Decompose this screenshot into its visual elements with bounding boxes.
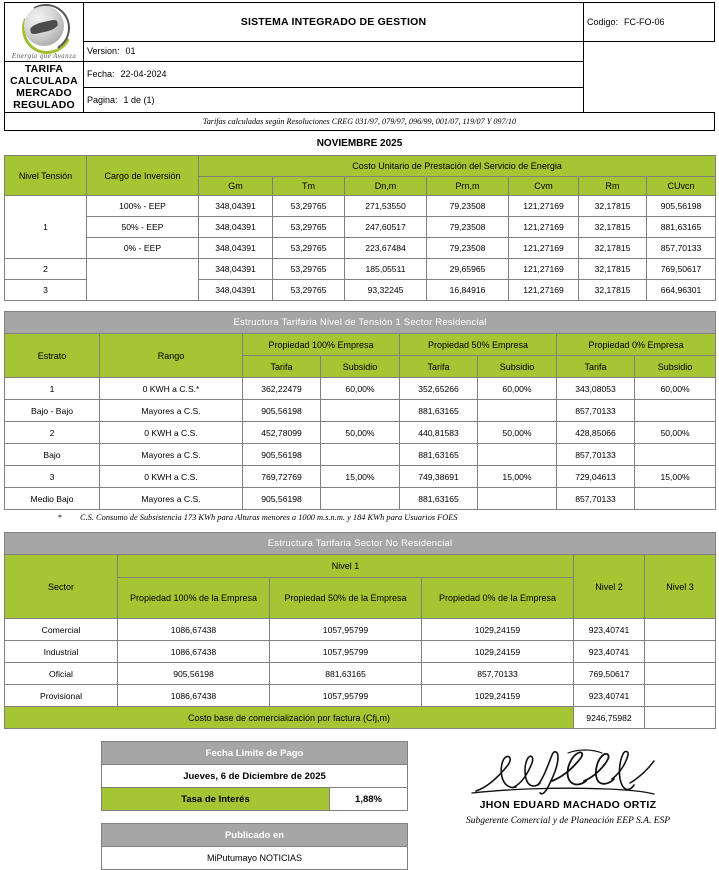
t1-r0-cargo: 100% - EEP bbox=[87, 196, 199, 217]
t1-subheader-rm: Rm bbox=[579, 177, 647, 196]
t1-r1-c5: 32,17815 bbox=[579, 217, 647, 238]
t3-r0-n2: 923,40741 bbox=[574, 619, 645, 641]
t3-r0-p0: 1029,24159 bbox=[422, 619, 574, 641]
t2-r0-t100: 362,22479 bbox=[243, 378, 321, 400]
t3-r2-n2: 769,50617 bbox=[574, 663, 645, 685]
spacer-3 bbox=[101, 811, 411, 823]
t2-banner: Estructura Tarifaria Nivel de Tensión 1 Sector Residencial bbox=[5, 312, 716, 334]
handwritten-signature-icon bbox=[448, 747, 688, 799]
t1-r4-nivel: 3 bbox=[5, 280, 87, 301]
t1-subheader-gm: Gm bbox=[199, 177, 273, 196]
document-footer bbox=[4, 741, 715, 870]
t1-r0-c4: 121,27169 bbox=[509, 196, 579, 217]
t2-r4-t100: 769,72769 bbox=[243, 466, 321, 488]
document-header bbox=[4, 2, 715, 131]
t1-r0-c2: 271,53550 bbox=[345, 196, 427, 217]
published-value: MiPutumayo NOTICIAS bbox=[102, 847, 408, 870]
header-meta-codigo-value: FC-FO-06 bbox=[624, 16, 665, 27]
t3-r0-n3 bbox=[645, 619, 716, 641]
t1-r3-c5: 32,17815 bbox=[579, 259, 647, 280]
t2-r5-t50: 881,63165 bbox=[400, 488, 478, 510]
interest-rate-label: Tasa de Interés bbox=[102, 788, 330, 811]
t2-sub-tarifa-0: Tarifa bbox=[557, 356, 635, 378]
table-row bbox=[5, 641, 716, 663]
t2-group-0: Propiedad 0% Empresa bbox=[557, 334, 716, 356]
t2-sub-tarifa-50: Tarifa bbox=[400, 356, 478, 378]
t2-r3-s0 bbox=[635, 444, 716, 466]
table-estructura-no-residencial bbox=[4, 532, 716, 729]
t3-sub-p50: Propiedad 50% de la Empresa bbox=[270, 578, 422, 619]
t1-r1-c3: 79,23508 bbox=[427, 217, 509, 238]
t1-r0-c1: 53,29765 bbox=[273, 196, 345, 217]
t2-r4-estrato: 3 bbox=[5, 466, 100, 488]
t2-r1-s50 bbox=[478, 400, 557, 422]
t3-r3-n3 bbox=[645, 685, 716, 707]
t1-r4-c3: 16,84916 bbox=[427, 280, 509, 301]
t2-r4-s0: 15,00% bbox=[635, 466, 716, 488]
t1-r1-c0: 348,04391 bbox=[199, 217, 273, 238]
table-row bbox=[5, 400, 716, 422]
payment-block bbox=[101, 741, 411, 870]
published-banner: Publicado en bbox=[102, 824, 408, 847]
table-row bbox=[5, 619, 716, 641]
t2-r5-estrato: Medio Bajo bbox=[5, 488, 100, 510]
t1-r2-c2: 223,67484 bbox=[345, 238, 427, 259]
t3-col-sector: Sector bbox=[5, 555, 118, 619]
table-row bbox=[5, 466, 716, 488]
t2-sub-subsidio-0: Subsidio bbox=[635, 356, 716, 378]
t2-r5-s50 bbox=[478, 488, 557, 510]
t2-r1-rango: Mayores a C.S. bbox=[100, 400, 243, 422]
t2-sub-subsidio-100: Subsidio bbox=[321, 356, 400, 378]
t1-r1-c2: 247,60517 bbox=[345, 217, 427, 238]
t2-r0-s0: 60,00% bbox=[635, 378, 716, 400]
t1-r2-c1: 53,29765 bbox=[273, 238, 345, 259]
t2-r2-s0: 50,00% bbox=[635, 422, 716, 444]
table-row bbox=[5, 196, 716, 217]
footnote-marker: * bbox=[57, 513, 62, 522]
t3-r2-p50: 881,63165 bbox=[270, 663, 422, 685]
t1-r0-c5: 32,17815 bbox=[579, 196, 647, 217]
spacer-2 bbox=[4, 522, 715, 532]
signatory-name: JHON EDUARD MACHADO ORTIZ bbox=[479, 799, 657, 811]
t1-group-header: Costo Unitario de Prestación del Servicio de Energia bbox=[199, 156, 716, 177]
t1-r4-c5: 32,17815 bbox=[579, 280, 647, 301]
header-meta-codigo-label: Codigo: bbox=[587, 16, 619, 27]
t2-r3-estrato: Bajo bbox=[5, 444, 100, 466]
t1-r3-c1: 53,29765 bbox=[273, 259, 345, 280]
t2-r2-rango: 0 KWH a C.S. bbox=[100, 422, 243, 444]
t2-r5-s100 bbox=[321, 488, 400, 510]
header-subtitle: Tarifas calculadas según Resoluciones CREG 031/97, 079/97, 096/99, 001/07, 119/07 Y 097/10 bbox=[5, 113, 715, 131]
t1-r3-c6: 769,50617 bbox=[647, 259, 716, 280]
t2-r2-t0: 428,85066 bbox=[557, 422, 635, 444]
t3-group-nivel1: Nivel 1 bbox=[118, 555, 574, 578]
t1-r0-nivel: 1 bbox=[5, 196, 87, 259]
company-logo bbox=[5, 3, 84, 62]
t2-r0-t50: 352,65266 bbox=[400, 378, 478, 400]
t2-r5-t100: 905,56198 bbox=[243, 488, 321, 510]
t2-r1-s100 bbox=[321, 400, 400, 422]
t3-sub-p0: Propiedad 0% de la Empresa bbox=[422, 578, 574, 619]
t1-r1-cargo: 50% - EEP bbox=[87, 217, 199, 238]
t1-subheader-cuvcn: CUvcn bbox=[647, 177, 716, 196]
t2-r4-s50: 15,00% bbox=[478, 466, 557, 488]
t1-subheader-tm: Tm bbox=[273, 177, 345, 196]
t3-r1-n3 bbox=[645, 641, 716, 663]
t1-r3-c4: 121,27169 bbox=[509, 259, 579, 280]
t2-r0-estrato: 1 bbox=[5, 378, 100, 400]
t2-col-rango: Rango bbox=[100, 334, 243, 378]
table-row bbox=[5, 685, 716, 707]
t1-r2-c6: 857,70133 bbox=[647, 238, 716, 259]
t2-r0-rango: 0 KWH a C.S.* bbox=[100, 378, 243, 400]
t2-group-50: Propiedad 50% Empresa bbox=[400, 334, 557, 356]
t2-r2-s100: 50,00% bbox=[321, 422, 400, 444]
header-meta-fecha-value: 22-04-2024 bbox=[120, 69, 167, 80]
t3-r1-sector: Industrial bbox=[5, 641, 118, 663]
signature-image bbox=[443, 747, 693, 799]
t3-cost-base-label: Costo base de comercialización por factura (Cfj,m) bbox=[5, 707, 574, 729]
t2-r3-rango: Mayores a C.S. bbox=[100, 444, 243, 466]
t2-r4-rango: 0 KWH a C.S. bbox=[100, 466, 243, 488]
t1-subheader-cvm: Cvm bbox=[509, 177, 579, 196]
t2-r3-s100 bbox=[321, 444, 400, 466]
header-meta-pagina-value: 1 de (1) bbox=[123, 94, 155, 105]
t3-r3-n2: 923,40741 bbox=[574, 685, 645, 707]
t3-cost-base-empty bbox=[645, 707, 716, 729]
t2-r4-s100: 15,00% bbox=[321, 466, 400, 488]
t2-group-100: Propiedad 100% Empresa bbox=[243, 334, 400, 356]
logo-circle-icon bbox=[24, 6, 64, 46]
t1-r3-nivel: 2 bbox=[5, 259, 87, 280]
t3-r0-sector: Comercial bbox=[5, 619, 118, 641]
t1-r1-c6: 881,63165 bbox=[647, 217, 716, 238]
t2-r1-s0 bbox=[635, 400, 716, 422]
t3-r3-p50: 1057,95799 bbox=[270, 685, 422, 707]
t1-col-nivel-tension: Nivel Tensión bbox=[5, 156, 87, 196]
t3-r1-p50: 1057,95799 bbox=[270, 641, 422, 663]
header-meta-pagina-label: Pagina: bbox=[87, 94, 118, 105]
t1-r0-c0: 348,04391 bbox=[199, 196, 273, 217]
t3-r3-p100: 1086,67438 bbox=[118, 685, 270, 707]
t2-r5-t0: 857,70133 bbox=[557, 488, 635, 510]
t1-r3-c2: 185,05511 bbox=[345, 259, 427, 280]
t2-sub-subsidio-50: Subsidio bbox=[478, 356, 557, 378]
t3-r2-n3 bbox=[645, 663, 716, 685]
t2-r1-estrato: Bajo - Bajo bbox=[5, 400, 100, 422]
t1-r4-c6: 664,96301 bbox=[647, 280, 716, 301]
table-row bbox=[5, 378, 716, 400]
table-row bbox=[5, 259, 716, 280]
signatory-role: Subgerente Comercial y de Planeación EEP S.A. ESP bbox=[465, 816, 671, 826]
t2-r5-rango: Mayores a C.S. bbox=[100, 488, 243, 510]
payment-banner: Fecha Limite de Pago bbox=[102, 742, 408, 765]
table-row-total bbox=[5, 707, 716, 729]
t2-r2-t100: 452,78099 bbox=[243, 422, 321, 444]
header-meta-pagina bbox=[84, 87, 584, 113]
footnote-text: C.S. Consumo de Subsistencia 173 KWh para Alturas menores a 1000 m.s.n.m. y 184 KWh para Usuarios FOES bbox=[80, 513, 458, 522]
t2-r3-t50: 881,63165 bbox=[400, 444, 478, 466]
spacer-1 bbox=[4, 301, 715, 311]
t2-r4-t50: 749,38691 bbox=[400, 466, 478, 488]
logo-bird-icon bbox=[29, 19, 58, 35]
t3-sub-p100: Propiedad 100% de la Empresa bbox=[118, 578, 270, 619]
t2-r4-t0: 729,04613 bbox=[557, 466, 635, 488]
t3-cost-base-value: 9246,75982 bbox=[574, 707, 645, 729]
t2-r2-s50: 50,00% bbox=[478, 422, 557, 444]
t1-r2-c4: 121,27169 bbox=[509, 238, 579, 259]
header-meta-fecha-label: Fecha: bbox=[87, 69, 115, 80]
t1-subheader-dnm: Dn,m bbox=[345, 177, 427, 196]
t2-r2-estrato: 2 bbox=[5, 422, 100, 444]
t2-r3-s50 bbox=[478, 444, 557, 466]
t1-r2-cargo: 0% - EEP bbox=[87, 238, 199, 259]
t1-col-cargo-inversion: Cargo de Inversión bbox=[87, 156, 199, 196]
t1-r0-c3: 79,23508 bbox=[427, 196, 509, 217]
t1-cargo-empty bbox=[87, 259, 199, 301]
t2-r0-s100: 60,00% bbox=[321, 378, 400, 400]
table-row bbox=[5, 444, 716, 466]
header-meta-fecha bbox=[84, 62, 584, 88]
logo-tagline: Energía que Avanza bbox=[11, 53, 77, 60]
table-row bbox=[5, 663, 716, 685]
t2-sub-tarifa-100: Tarifa bbox=[243, 356, 321, 378]
t3-r3-p0: 1029,24159 bbox=[422, 685, 574, 707]
t1-r4-c0: 348,04391 bbox=[199, 280, 273, 301]
t2-r5-s0 bbox=[635, 488, 716, 510]
t2-col-estrato: Estrato bbox=[5, 334, 100, 378]
t2-r0-s50: 60,00% bbox=[478, 378, 557, 400]
table-estructura-residencial bbox=[4, 311, 716, 510]
t2-r1-t0: 857,70133 bbox=[557, 400, 635, 422]
t3-r2-p100: 905,56198 bbox=[118, 663, 270, 685]
t3-banner: Estructura Tarifaria Sector No Residencial bbox=[5, 533, 716, 555]
t1-r4-c4: 121,27169 bbox=[509, 280, 579, 301]
t1-r2-c5: 32,17815 bbox=[579, 238, 647, 259]
t2-r1-t50: 881,63165 bbox=[400, 400, 478, 422]
t3-r1-n2: 923,40741 bbox=[574, 641, 645, 663]
t2-r3-t0: 857,70133 bbox=[557, 444, 635, 466]
table-row bbox=[5, 217, 716, 238]
t2-r1-t100: 905,56198 bbox=[243, 400, 321, 422]
table-row bbox=[5, 238, 716, 259]
t3-r1-p100: 1086,67438 bbox=[118, 641, 270, 663]
period-month: NOVIEMBRE 2025 bbox=[316, 138, 403, 149]
t1-r3-c3: 29,65965 bbox=[427, 259, 509, 280]
t3-r0-p50: 1057,95799 bbox=[270, 619, 422, 641]
t1-r1-c1: 53,29765 bbox=[273, 217, 345, 238]
t3-r3-sector: Provisional bbox=[5, 685, 118, 707]
payment-date: Jueves, 6 de Diciembre de 2025 bbox=[102, 765, 408, 788]
table-fecha-limite-pago bbox=[101, 741, 408, 811]
t2-r3-t100: 905,56198 bbox=[243, 444, 321, 466]
table-row bbox=[5, 422, 716, 444]
table-row bbox=[5, 488, 716, 510]
t3-r2-p0: 857,70133 bbox=[422, 663, 574, 685]
table-costo-unitario bbox=[4, 155, 716, 301]
table-publicado-en bbox=[101, 823, 408, 870]
document-page bbox=[0, 2, 719, 863]
t1-subheader-prnm: Prn,m bbox=[427, 177, 509, 196]
t1-r0-c6: 905,56198 bbox=[647, 196, 716, 217]
t1-r4-c2: 93,32245 bbox=[345, 280, 427, 301]
header-meta-version-value: 01 bbox=[125, 46, 136, 57]
t3-col-nivel3: Nivel 3 bbox=[645, 555, 716, 619]
t3-r0-p100: 1086,67438 bbox=[118, 619, 270, 641]
t3-r2-sector: Oficial bbox=[5, 663, 118, 685]
t3-r1-p0: 1029,24159 bbox=[422, 641, 574, 663]
header-title-line1: SISTEMA INTEGRADO DE GESTION bbox=[84, 3, 584, 42]
signature-block bbox=[421, 741, 715, 826]
header-meta-version bbox=[84, 41, 584, 61]
header-meta-version-label: Version: bbox=[87, 46, 120, 57]
interest-rate-value: 1,88% bbox=[330, 788, 408, 811]
t1-r1-c4: 121,27169 bbox=[509, 217, 579, 238]
t1-r3-c0: 348,04391 bbox=[199, 259, 273, 280]
t3-col-nivel2: Nivel 2 bbox=[574, 555, 645, 619]
header-meta-codigo bbox=[584, 3, 715, 42]
t2-r0-t0: 343,08053 bbox=[557, 378, 635, 400]
t1-r4-c1: 53,29765 bbox=[273, 280, 345, 301]
t1-r2-c3: 79,23508 bbox=[427, 238, 509, 259]
header-title-line2: TARIFA CALCULADA MERCADO REGULADO bbox=[5, 62, 84, 113]
t1-r2-c0: 348,04391 bbox=[199, 238, 273, 259]
table2-footnote bbox=[4, 510, 715, 522]
t2-r2-t50: 440,81583 bbox=[400, 422, 478, 444]
